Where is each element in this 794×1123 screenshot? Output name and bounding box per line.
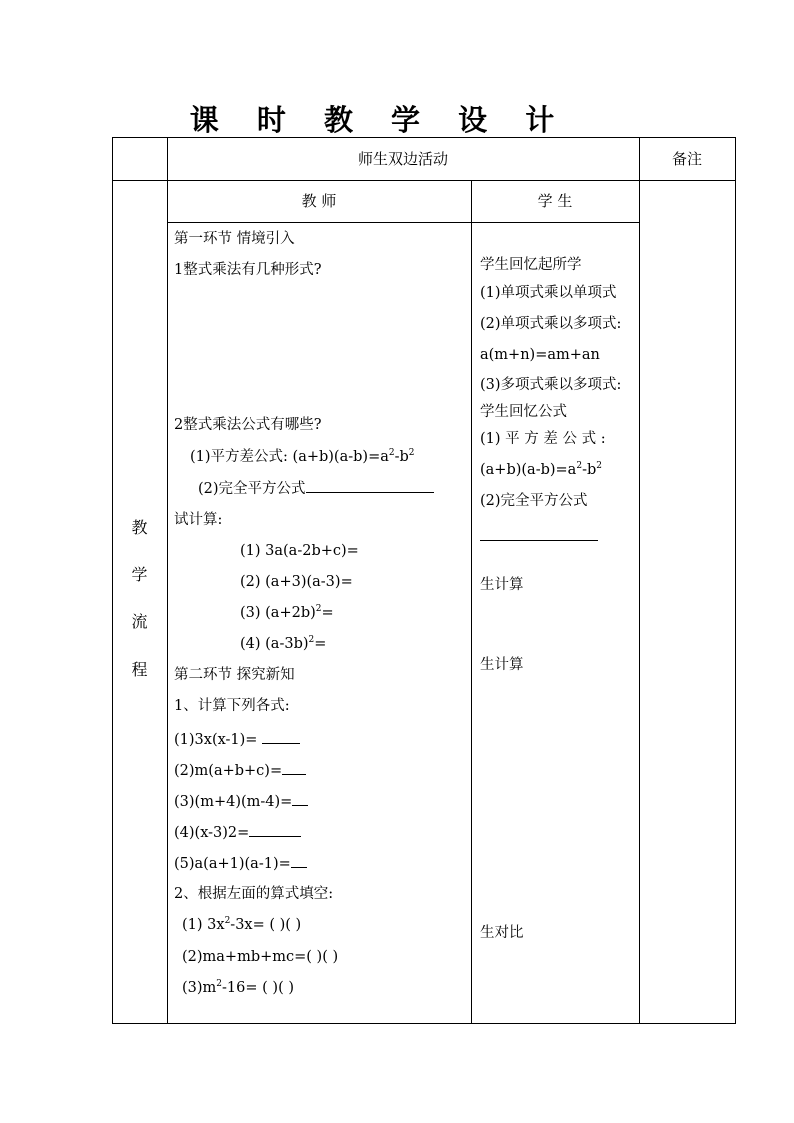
calc-item: (1) 3a(a-2b+c)=	[240, 543, 359, 559]
exponent: 2	[216, 979, 223, 989]
flow-label-char: 流	[131, 612, 148, 631]
student-recall-example: a(m+n)=am+an	[480, 347, 600, 363]
student-recall-item: (1)单项式乘以单项式	[480, 285, 617, 301]
student-formula-item: (1) 平 方 差 公 式 :	[480, 431, 606, 447]
exponent: 2	[388, 448, 395, 458]
student-recall-item: (3)多项式乘以多项式:	[480, 377, 622, 393]
col-divider-teacher-student	[471, 180, 472, 1024]
col-divider-notes	[639, 137, 640, 1024]
formula-text: (1)平方差公式: (a+b)(a-b)=a	[190, 449, 389, 465]
exercise-item	[174, 795, 308, 810]
flow-label-char: 教	[131, 518, 148, 537]
try-calculate-title: 试计算:	[174, 512, 223, 528]
answer-blank	[262, 742, 300, 744]
fill-text: (3)m	[182, 980, 217, 996]
formula-text: (2)完全平方公式	[198, 481, 306, 497]
formula-text: -b	[394, 449, 409, 465]
exponent: 2	[408, 448, 415, 458]
table-border-top	[112, 137, 736, 138]
table-border-right	[735, 137, 736, 1024]
answer-blank	[480, 540, 598, 541]
student-recall: 学生回忆起所学	[480, 257, 582, 273]
calc-text: (4) (a-3b)	[240, 636, 309, 652]
fill-text: -16= ( )( )	[222, 980, 294, 996]
fill-item	[182, 918, 301, 933]
col-divider-flow	[167, 137, 168, 1024]
exponent: 2	[308, 635, 315, 645]
student-compare: 生对比	[480, 925, 524, 941]
subheader-divider	[167, 222, 639, 223]
exercise-text: (1)3x(x-1)=	[174, 732, 263, 748]
exercise-item	[174, 764, 306, 779]
header-activity: 师生双边活动	[357, 150, 448, 168]
table-border-bottom	[112, 1023, 736, 1024]
question-two: 2整式乘法公式有哪些?	[174, 417, 322, 433]
fill-in-title: 2、根据左面的算式填空:	[174, 886, 334, 902]
flow-label-char: 学	[131, 565, 148, 584]
answer-blank	[306, 491, 434, 493]
exercise-text: (3)(m+4)(m-4)=	[174, 794, 293, 810]
student-calc: 生计算	[480, 657, 524, 673]
calc-text: (3) (a+2b)	[240, 605, 316, 621]
section-one-title: 第一环节 情境引入	[174, 231, 295, 247]
table-row-divider	[112, 180, 736, 181]
calc-text: =	[314, 636, 327, 652]
exercise-text: (5)a(a+1)(a-1)=	[174, 856, 291, 872]
formula-text: (a+b)(a-b)=a	[480, 462, 577, 478]
student-recall-item: (2)单项式乘以多项式:	[480, 316, 622, 332]
fill-item	[182, 981, 294, 996]
exponent: 2	[224, 916, 231, 926]
page-title: 课 时 教 学 设 计	[189, 103, 569, 137]
exponent: 2	[315, 604, 322, 614]
answer-blank	[291, 866, 307, 868]
exercise-item	[174, 733, 300, 748]
student-recall-formula: 学生回忆公式	[480, 404, 567, 420]
student-formula-item: (2)完全平方公式	[480, 493, 588, 509]
student-formula-item	[480, 463, 602, 478]
exercise-text: (4)(x-3)2=	[174, 825, 250, 841]
header-student: 学 生	[537, 192, 573, 210]
perfect-square-formula	[198, 482, 434, 497]
section-two-title: 第二环节 探究新知	[174, 667, 295, 683]
question-one: 1整式乘法有几种形式?	[174, 262, 322, 278]
exponent: 2	[576, 461, 583, 471]
answer-blank	[292, 804, 308, 806]
calc-item: (2) (a+3)(a-3)=	[240, 574, 353, 590]
header-teacher: 教 师	[301, 192, 337, 210]
flow-label-char: 程	[131, 660, 148, 679]
exercise-text: (2)m(a+b+c)=	[174, 763, 283, 779]
exponent: 2	[596, 461, 602, 471]
difference-of-squares-formula	[190, 450, 415, 465]
header-notes: 备注	[671, 150, 702, 168]
calc-item	[240, 606, 334, 621]
calc-item	[240, 637, 326, 652]
student-calc: 生计算	[480, 577, 524, 593]
calc-text: =	[321, 605, 334, 621]
exercise-item	[174, 857, 307, 872]
formula-text: -b	[582, 462, 597, 478]
fill-item: (2)ma+mb+mc=( )( )	[182, 949, 339, 965]
exercise-item	[174, 826, 301, 841]
calc-list-title: 1、计算下列各式:	[174, 698, 290, 714]
answer-blank	[282, 773, 306, 775]
fill-text: -3x= ( )( )	[230, 917, 302, 933]
fill-text: (1) 3x	[182, 917, 225, 933]
answer-blank	[249, 835, 301, 837]
